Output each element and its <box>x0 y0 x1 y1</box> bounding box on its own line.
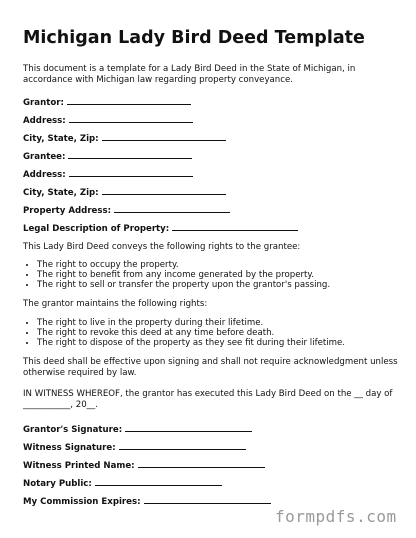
field-label: City, State, Zip: <box>23 188 99 198</box>
grantee-address-field <box>23 168 403 186</box>
blank-line[interactable] <box>144 495 271 504</box>
grantor-rights-intro: The grantor maintains the following rights: <box>23 299 208 309</box>
watermark: formpdfs.com <box>275 507 397 526</box>
blank-line[interactable] <box>67 96 191 105</box>
field-label: My Commission Expires: <box>23 497 141 507</box>
grantor-rights-list <box>23 318 403 348</box>
witness-paragraph: IN WITNESS WHEREOF, the grantor has executed this Lady Bird Deed on the __ day of ___________, 20__. <box>23 389 393 410</box>
list-item: • The right to revoke this deed at any time before death. <box>37 328 403 338</box>
legal-description-field <box>23 222 403 242</box>
field-label: Address: <box>23 116 66 126</box>
field-label: Grantor: <box>23 98 64 108</box>
notary-public-field <box>23 477 403 495</box>
field-label: Witness Printed Name: <box>23 461 135 471</box>
field-label: Legal Description of Property: <box>23 224 170 234</box>
grantee-city-field <box>23 186 403 204</box>
blank-line[interactable] <box>102 186 226 195</box>
grantor-address-field <box>23 114 403 132</box>
grantor-field <box>23 96 403 114</box>
field-label: Witness Signature: <box>23 443 116 453</box>
field-label: Notary Public: <box>23 479 92 489</box>
property-address-field <box>23 204 403 222</box>
blank-line[interactable] <box>125 423 252 432</box>
blank-line[interactable] <box>95 477 222 486</box>
blank-line[interactable] <box>102 132 226 141</box>
grantor-city-field <box>23 132 403 150</box>
grantor-signature-field <box>23 423 403 441</box>
document-page <box>23 28 403 513</box>
list-item: • The right to occupy the property. <box>37 260 403 270</box>
blank-line[interactable] <box>69 168 193 177</box>
field-label: Address: <box>23 170 66 180</box>
effective-paragraph: This deed shall be effective upon signing and shall not require acknowledgment unless otherwise required by law. <box>23 357 398 378</box>
witness-signature-field <box>23 441 403 459</box>
list-item: • The right to dispose of the property as they see fit during their lifetime. <box>37 338 403 348</box>
blank-line[interactable] <box>68 150 192 159</box>
field-label: Property Address: <box>23 206 112 216</box>
list-item: • The right to benefit from any income generated by the property. <box>37 270 403 280</box>
field-label: City, State, Zip: <box>23 134 99 144</box>
field-label: Grantee: <box>23 152 66 162</box>
blank-line[interactable] <box>69 114 193 123</box>
list-item: • The right to sell or transfer the property upon the grantor's passing. <box>37 280 403 290</box>
field-label: Grantor's Signature: <box>23 425 123 435</box>
blank-line[interactable] <box>114 204 230 213</box>
blank-line[interactable] <box>138 459 265 468</box>
blank-line[interactable] <box>119 441 246 450</box>
blank-line[interactable] <box>172 222 298 231</box>
intro-paragraph: This document is a template for a Lady Bird Deed in the State of Michigan, in accordance with Michigan law regarding property conveyance. <box>23 64 356 85</box>
list-item: • The right to live in the property during their lifetime. <box>37 318 403 328</box>
grantee-rights-list <box>23 260 403 290</box>
grantee-field <box>23 150 403 168</box>
grantee-rights-intro: This Lady Bird Deed conveys the following rights to the grantee: <box>23 242 301 252</box>
document-title: Michigan Lady Bird Deed Template <box>23 28 365 48</box>
witness-printed-name-field <box>23 459 403 477</box>
